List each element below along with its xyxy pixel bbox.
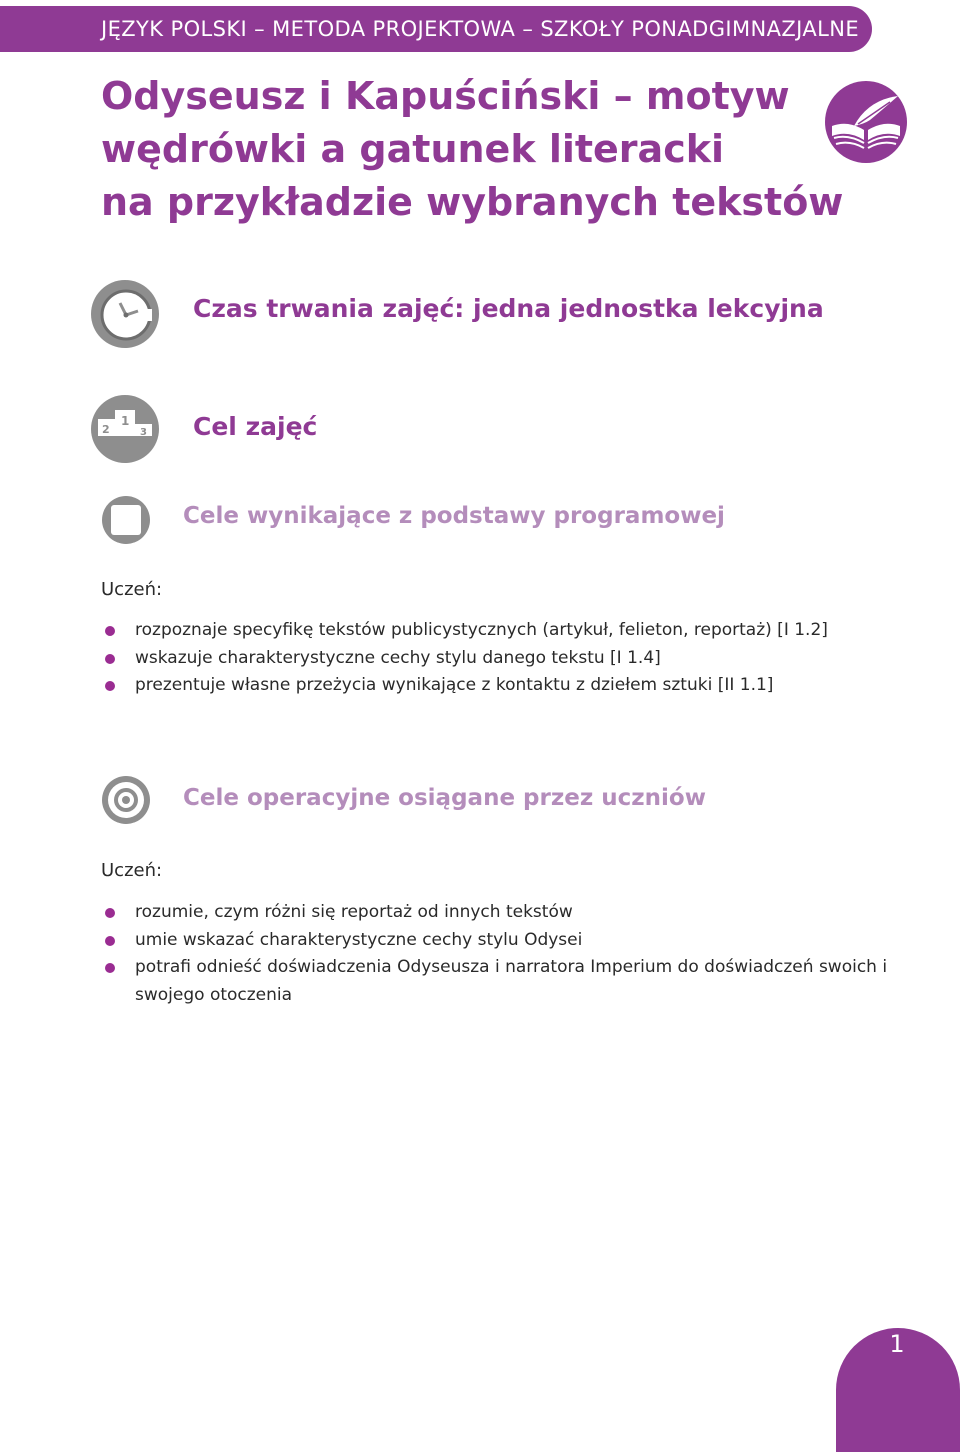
target-icon	[101, 775, 151, 825]
page-title	[101, 70, 844, 229]
curriculum-goals-heading: Cele wynikające z podstawy programowej	[183, 503, 725, 529]
list-item: wskazuje charakterystyczne cechy stylu danego tekstu [I 1.4]	[101, 645, 891, 673]
goal-text: Cel zajęć	[193, 412, 318, 441]
podium-icon	[90, 394, 160, 464]
bullet-icon	[105, 908, 115, 918]
operational-goals-list	[101, 899, 891, 1009]
page-number: 1	[889, 1330, 905, 1358]
bullet-icon	[105, 626, 115, 636]
page-title-line-1: Odyseusz i Kapuściński – motyw	[101, 74, 790, 118]
operational-goals-heading: Cele operacyjne osiągane przez uczniów	[183, 785, 706, 811]
clock-icon	[90, 279, 160, 349]
page-title-line-3: na przykładzie wybranych tekstów	[101, 180, 844, 224]
bullet-icon	[105, 654, 115, 664]
operational-goals-lead: Uczeń:	[101, 860, 163, 881]
curriculum-goals-list	[101, 617, 891, 700]
svg-text:3: 3	[140, 427, 147, 438]
bullet-icon	[105, 963, 115, 973]
curriculum-goals-lead: Uczeń:	[101, 579, 163, 600]
list-item: rozumie, czym różni się reportaż od innych tekstów	[101, 899, 891, 927]
duration-text: Czas trwania zajęć: jedna jednostka lekcyjna	[193, 294, 824, 323]
list-item: potrafi odnieść doświadczenia Odyseusza i narratora Imperium do doświadczeń swoich i swojego otoczenia	[101, 954, 891, 1009]
svg-text:2: 2	[102, 423, 110, 436]
header-text: JĘZYK POLSKI – METODA PROJEKTOWA – SZKOŁY PONADGIMNAZJALNE	[101, 17, 860, 41]
bullet-icon	[105, 936, 115, 946]
bullet-icon	[105, 681, 115, 691]
list-item: umie wskazać charakterystyczne cechy stylu Odysei	[101, 927, 891, 955]
checkbox-icon	[101, 495, 151, 545]
page-title-line-2: wędrówki a gatunek literacki	[101, 127, 725, 171]
list-item: prezentuje własne przeżycia wynikające z kontaktu z dziełem sztuki [II 1.1]	[101, 672, 891, 700]
list-item: rozpoznaje specyfikę tekstów publicystycznych (artykuł, felieton, reportaż) [I 1.2]	[101, 617, 891, 645]
book-logo-icon	[824, 80, 908, 164]
svg-text:1: 1	[121, 414, 130, 428]
